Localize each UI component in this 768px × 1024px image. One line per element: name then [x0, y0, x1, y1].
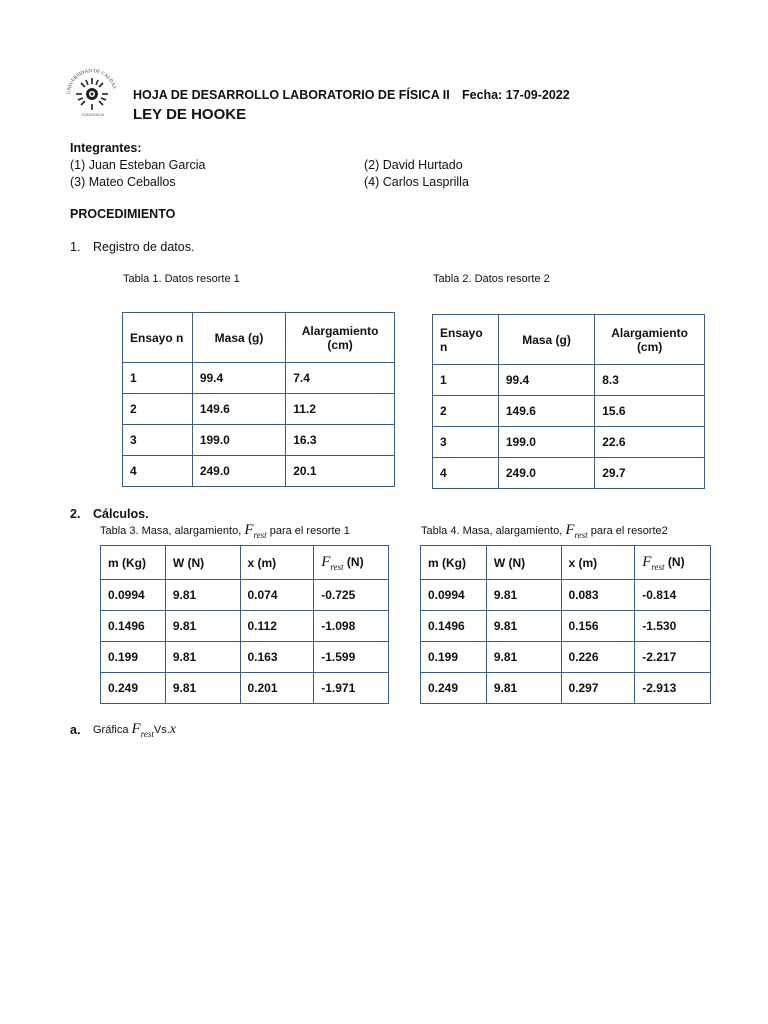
table-1 [122, 312, 395, 487]
table-cell: 0.074 [240, 580, 314, 611]
table-cell: -1.971 [314, 673, 389, 704]
table-cell: 9.81 [486, 642, 561, 673]
step-a-label: Gráfica $F_{rest}Vs.x$ [93, 721, 176, 739]
table-row [433, 365, 705, 396]
table4-header: W (N) [486, 546, 561, 580]
table-row [101, 611, 389, 642]
table-cell: 0.201 [240, 673, 314, 704]
table-row [421, 580, 711, 611]
table-cell: 0.1496 [421, 611, 487, 642]
table-cell: 3 [123, 425, 193, 456]
table3-header: $F_{rest}$ (N) [314, 546, 389, 580]
document-subtitle: LEY DE HOOKE [133, 106, 247, 123]
table-cell: 0.156 [561, 611, 635, 642]
table-cell: 0.1496 [101, 611, 166, 642]
table-row [123, 425, 395, 456]
table-cell: 2 [123, 394, 193, 425]
table-cell: 9.81 [486, 673, 561, 704]
table-cell: 1 [433, 365, 499, 396]
table-cell: 20.1 [286, 456, 395, 487]
document-date: Fecha: 17-09-2022 [462, 88, 570, 102]
table4-header: x (m) [561, 546, 635, 580]
table-row [123, 394, 395, 425]
table-cell: 9.81 [165, 642, 240, 673]
table-cell: -0.814 [635, 580, 711, 611]
table2-header: Alargamiento (cm) [595, 315, 705, 365]
table-4 [420, 545, 711, 704]
table-cell: 0.112 [240, 611, 314, 642]
member-1: (1) Juan Esteban Garcia [70, 158, 206, 172]
table-row [123, 363, 395, 394]
table-cell: 9.81 [165, 673, 240, 704]
table-cell: 11.2 [286, 394, 395, 425]
table-cell: 0.226 [561, 642, 635, 673]
table-cell: 0.083 [561, 580, 635, 611]
table-cell: -0.725 [314, 580, 389, 611]
step-2-number: 2. [70, 507, 81, 521]
table-cell: 9.81 [165, 611, 240, 642]
table-cell: 0.199 [101, 642, 166, 673]
table-row [433, 427, 705, 458]
table-cell: -1.098 [314, 611, 389, 642]
member-4: (4) Carlos Lasprilla [364, 175, 469, 189]
table-cell: 4 [433, 458, 499, 489]
table-cell: -1.599 [314, 642, 389, 673]
step-1-label: Registro de datos. [93, 240, 195, 254]
table-row [421, 673, 711, 704]
table-cell: 1 [123, 363, 193, 394]
table-cell: -1.530 [635, 611, 711, 642]
table-cell: 0.163 [240, 642, 314, 673]
table1-header: Ensayo n [123, 313, 193, 363]
member-2: (2) David Hurtado [364, 158, 463, 172]
table-cell: 199.0 [192, 425, 285, 456]
table-cell: 0.0994 [421, 580, 487, 611]
f-rest-symbol: $F_{rest}$ [131, 721, 154, 739]
table-cell: 149.6 [192, 394, 285, 425]
member-3: (3) Mateo Ceballos [70, 175, 176, 189]
table-cell: 0.249 [101, 673, 166, 704]
table-cell: -2.913 [635, 673, 711, 704]
table-cell: 4 [123, 456, 193, 487]
university-logo [62, 66, 122, 118]
table-row [433, 458, 705, 489]
table-cell: 199.0 [498, 427, 594, 458]
table-cell: 0.297 [561, 673, 635, 704]
table-row [421, 611, 711, 642]
table-cell: 16.3 [286, 425, 395, 456]
logo-lettering: UNIVERSIDAD DE CALDAS [66, 68, 117, 95]
table-row [123, 456, 395, 487]
table-2 [432, 314, 705, 489]
table2-header: Ensayo n [433, 315, 499, 365]
table-cell: 9.81 [486, 580, 561, 611]
table2-header: Masa (g) [498, 315, 594, 365]
step-1-number: 1. [70, 240, 81, 254]
table-cell: -2.217 [635, 642, 711, 673]
table1-header: Masa (g) [192, 313, 285, 363]
table-cell: 0.249 [421, 673, 487, 704]
procedure-heading: PROCEDIMIENTO [70, 207, 176, 221]
table-cell: 8.3 [595, 365, 705, 396]
table-cell: 7.4 [286, 363, 395, 394]
table3-caption: Tabla 3. Masa, alargamiento, $F_{rest}$ para el resorte 1 [100, 522, 350, 540]
table3-header: x (m) [240, 546, 314, 580]
table-row [421, 642, 711, 673]
table4-caption: Tabla 4. Masa, alargamiento, $F_{rest}$ para el resorte2 [421, 522, 668, 540]
table-cell: 2 [433, 396, 499, 427]
table-row [101, 642, 389, 673]
table-cell: 29.7 [595, 458, 705, 489]
table-row [101, 673, 389, 704]
table3-header: W (N) [165, 546, 240, 580]
table-cell: 22.6 [595, 427, 705, 458]
table-row [101, 580, 389, 611]
step-2-label: Cálculos. [93, 507, 149, 521]
table-cell: 9.81 [165, 580, 240, 611]
table1-caption: Tabla 1. Datos resorte 1 [123, 273, 240, 285]
table2-caption: Tabla 2. Datos resorte 2 [433, 273, 550, 285]
table3-header: m (Kg) [101, 546, 166, 580]
table4-header: m (Kg) [421, 546, 487, 580]
table-cell: 249.0 [192, 456, 285, 487]
table-cell: 99.4 [192, 363, 285, 394]
table-cell: 99.4 [498, 365, 594, 396]
f-rest-symbol: $F_{rest}$ [244, 522, 267, 540]
document-title: HOJA DE DESARROLLO LABORATORIO DE FÍSICA II [133, 88, 450, 102]
table-cell: 9.81 [486, 611, 561, 642]
table-cell: 3 [433, 427, 499, 458]
table-cell: 249.0 [498, 458, 594, 489]
svg-text:CONCIENCIA: CONCIENCIA [82, 113, 104, 117]
f-rest-symbol: $F_{rest}$ [565, 522, 588, 540]
step-a-number: a. [70, 723, 81, 737]
table-cell: 149.6 [498, 396, 594, 427]
table-row [433, 396, 705, 427]
table-cell: 15.6 [595, 396, 705, 427]
table-cell: 0.0994 [101, 580, 166, 611]
members-label: Integrantes: [70, 141, 142, 155]
table-3 [100, 545, 389, 704]
table1-header: Alargamiento (cm) [286, 313, 395, 363]
table-cell: 0.199 [421, 642, 487, 673]
table4-header: $F_{rest}$ (N) [635, 546, 711, 580]
